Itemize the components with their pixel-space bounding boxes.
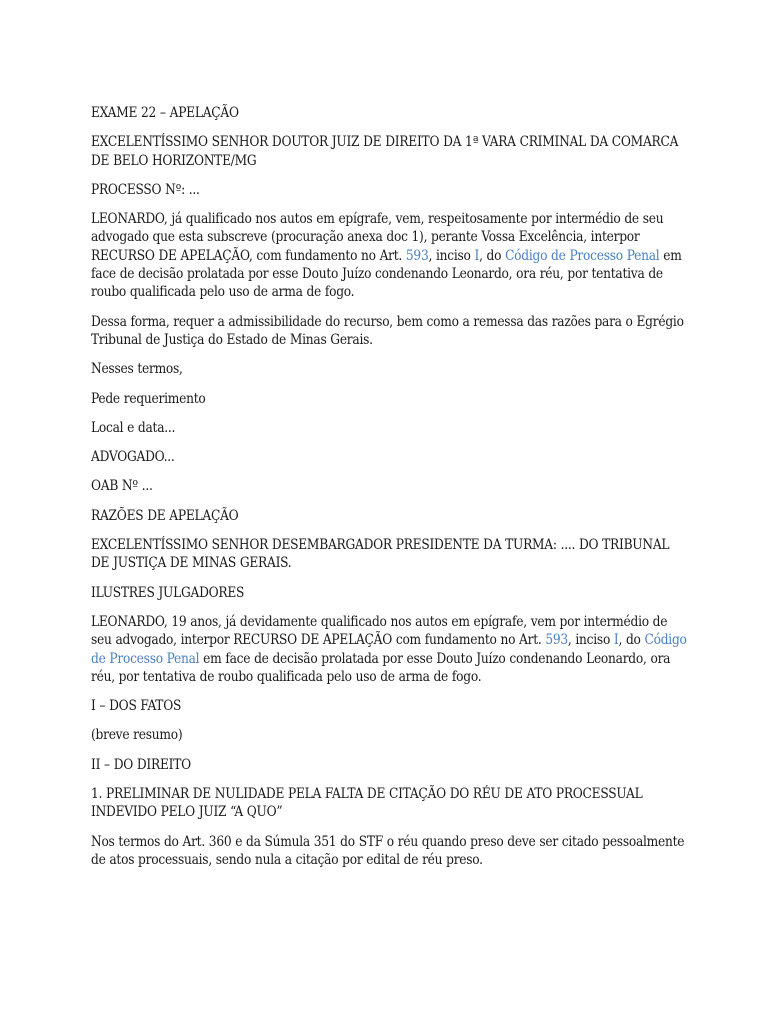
article-593-link[interactable]: 593 — [405, 247, 429, 264]
facts-section-title: I – DOS FATOS — [91, 698, 182, 715]
closing-request: Pede requerimento — [91, 390, 206, 407]
cpp-code-link[interactable]: Código de Processo Penal — [505, 247, 660, 264]
appeal-intro-text-1: LEONARDO, já qualificado nos autos em epígrafe, vem, respeitosamente por intermédio de seu advogado que esta subscreve (procuração anexa doc 1), perante Vossa Excelência, interpor RECURSO DE APELAÇÃO, com fundamento no Art. — [91, 211, 664, 264]
process-number: PROCESSO Nº: ... — [91, 181, 200, 198]
preliminary-title: 1. PRELIMINAR DE NULIDADE PELA FALTA DE CITAÇÃO DO RÉU DE ATO PROCESSUAL INDEVIDO PELO JUIZ “A QUO” — [91, 786, 643, 821]
request-paragraph: Dessa forma, requer a admissibilidade do recurso, bem como a remessa das razões para o Egrégio Tribunal de Justiça do Estado de Minas Gerais. — [91, 313, 684, 348]
local-and-date: Local e data... — [91, 419, 176, 436]
court-address: EXCELENTÍSSIMO SENHOR DOUTOR JUIZ DE DIREITO DA 1ª VARA CRIMINAL DA COMARCA DE BELO HORIZONTE/MG — [91, 134, 679, 169]
document-page — [91, 104, 691, 880]
reasons-intro-text-3: , do — [618, 632, 645, 649]
tribunal-address: EXCELENTÍSSIMO SENHOR DESEMBARGADOR PRESIDENTE DA TURMA: .... DO TRIBUNAL DE JUSTIÇA DE MINAS GERAIS. — [91, 537, 670, 572]
article-593-link-2[interactable]: 593 — [545, 632, 568, 649]
inciso-i-link-2[interactable]: I — [613, 632, 619, 649]
reasons-intro-text-4: em face de decisão prolatada por esse Douto Juízo condenando Leonardo, ora réu, por tentativa de roubo qualificada pelo uso de arma de fogo. — [91, 650, 671, 685]
law-section-title: II – DO DIREITO — [91, 756, 191, 773]
oab-number: OAB Nº ... — [91, 478, 153, 495]
reasons-title: RAZÕES DE APELAÇÃO — [91, 507, 239, 524]
lawyer-signature: ADVOGADO... — [91, 449, 175, 466]
document-heading: EXAME 22 – APELAÇÃO — [91, 105, 239, 121]
closing-terms: Nesses termos, — [91, 361, 183, 378]
appeal-intro-text-4: em face de decisão prolatada por esse Douto Juízo condenando Leonardo, ora réu, por tentativa de roubo qualificada pelo uso de arma de fogo. — [91, 247, 682, 301]
appeal-intro-text-2: , inciso — [428, 247, 475, 264]
reasons-intro-text-1: LEONARDO, 19 anos, já devidamente qualificado nos autos em epígrafe, vem por intermédio de seu advogado, interpor RECURSO DE APELAÇÃO com fundamento no Art. — [91, 613, 668, 649]
appeal-intro-paragraph — [91, 210, 691, 301]
judges-salutation: ILUSTRES JULGADORES — [91, 584, 245, 601]
reasons-intro-text-2: , inciso — [567, 632, 614, 649]
facts-summary: (breve resumo) — [91, 727, 183, 744]
inciso-i-link[interactable]: I — [474, 247, 480, 264]
reasons-intro-paragraph — [91, 613, 691, 686]
cpp-code-link-2[interactable]: Código de Processo Penal — [91, 632, 687, 667]
appeal-intro-text-3: , do — [479, 247, 506, 264]
preliminary-text: Nos termos do Art. 360 e da Súmula 351 do STF o réu quando preso deve ser citado pessoalmente de atos processuais, sendo nula a citação por edital de réu preso. — [91, 833, 685, 868]
